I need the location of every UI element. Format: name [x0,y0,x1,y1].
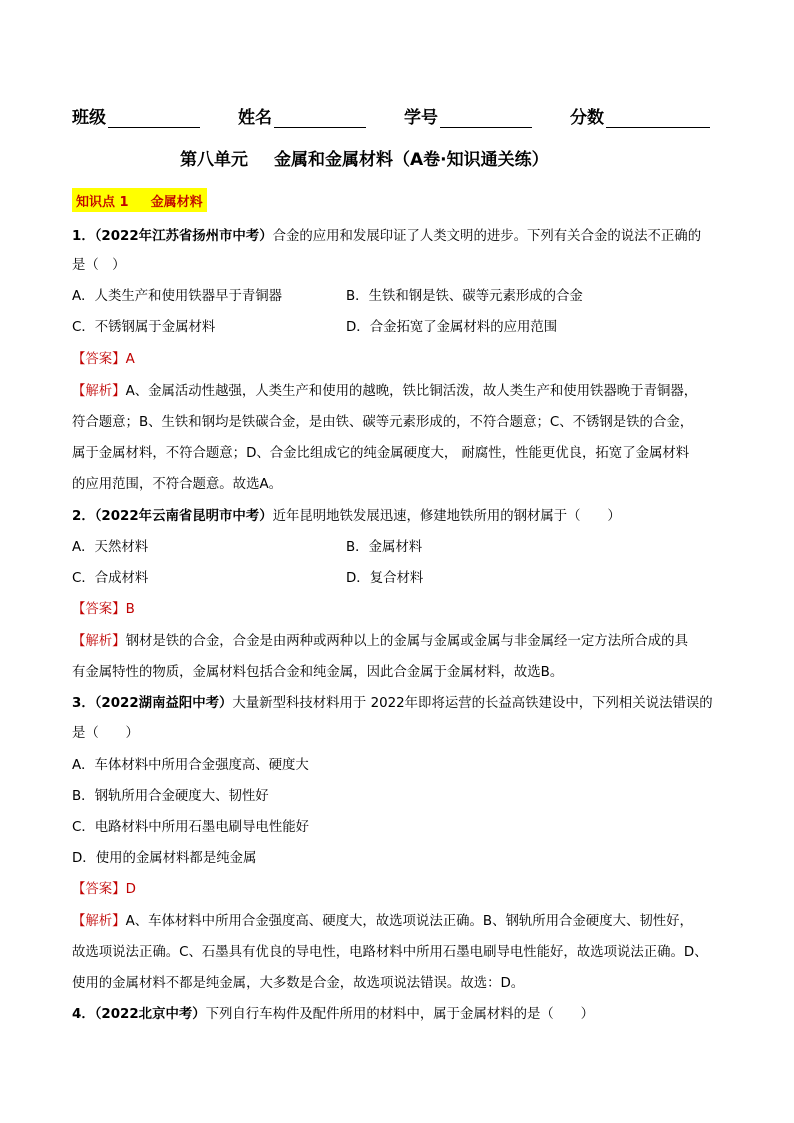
question-3-option-d[interactable]: D．使用的金属材料都是纯金属 [72,851,257,866]
student-id-label: 学号 [404,108,438,128]
question-1-option-d[interactable]: D．合金拓宽了金属材料的应用范围 [346,320,558,335]
name-field[interactable] [238,103,366,128]
unit-title: 第八单元 [180,150,248,170]
question-3-analysis-line: 故选项说法正确。C、石墨具有优良的导电性，电路材料中所用石墨电刷导电性能好，故选项说法正确。D、 [72,945,708,960]
question-1-answer: 【答案】A [72,352,135,367]
question-1-stem-cont: 是（ ） [72,258,126,273]
knowledge-point-name: 金属材料 [150,194,203,210]
name-blank[interactable] [274,109,366,128]
question-3-analysis-line: 使用的金属材料不都是纯金属，大多数是合金，故选项说法错误。故选：D。 [72,976,525,991]
topic-title: 金属和金属材料（A卷·知识通关练） [274,150,549,170]
question-3-option-b[interactable]: B．钢轨所用合金硬度大、韧性好 [72,789,269,804]
knowledge-point-index: 知识点 1 [76,194,129,210]
question-1-option-c[interactable]: C．不锈钢属于金属材料 [72,320,216,335]
knowledge-point-badge [72,188,207,212]
question-2-stem: 2．（2022年云南省昆明市中考）近年昆明地铁发展迅速，修建地铁所用的钢材属于（ ） [72,509,621,524]
question-2-option-d[interactable]: D．复合材料 [346,571,424,586]
question-1-analysis-line: 的应用范围，不符合题意。故选A。 [72,477,283,492]
question-1-analysis: 【解析】A、金属活动性越强，人类生产和使用的越晚，铁比铜活泼，故人类生产和使用铁器晚于青铜器， [72,384,698,399]
question-3-answer: 【答案】D [72,882,136,897]
score-blank[interactable] [606,109,710,128]
question-2-option-a[interactable]: A．天然材料 [72,540,149,555]
question-3-analysis: 【解析】A、车体材料中所用合金强度高、硬度大，故选项说法正确。B、钢轨所用合金硬度大、韧性好， [72,914,693,929]
question-1-stem: 1．（2022年江苏省扬州市中考）合金的应用和发展印证了人类文明的进步。下列有关合金的说法不正确的 [72,229,702,244]
class-field[interactable] [72,103,200,128]
student-id-field[interactable] [404,103,532,128]
page-title [180,145,549,170]
question-3-stem: 3．（2022湖南益阳中考）大量新型科技材料用于 2022年即将运营的长益高铁建设中，下列相关说法错误的 [72,696,713,711]
student-info-row [72,100,722,128]
question-1-option-a[interactable]: A．人类生产和使用铁器早于青铜器 [72,289,283,304]
class-label: 班级 [72,108,106,128]
name-label: 姓名 [238,108,272,128]
score-label: 分数 [570,108,604,128]
question-4-stem: 4．（2022北京中考）下列自行车构件及配件所用的材料中，属于金属材料的是（ ） [72,1007,594,1022]
question-2-option-b[interactable]: B．金属材料 [346,540,423,555]
question-3-stem-cont: 是（ ） [72,726,139,741]
question-1-analysis-line: 属于金属材料，不符合题意；D、合金比组成它的纯金属硬度大， 耐腐性，性能更优良，拓宽了金属材料 [72,446,690,461]
question-2-answer: 【答案】B [72,602,135,617]
score-field[interactable] [570,103,710,128]
question-3-option-a[interactable]: A．车体材料中所用合金强度高、硬度大 [72,758,309,773]
question-2-analysis: 【解析】钢材是铁的合金，合金是由两种或两种以上的金属与金属或金属与非金属经一定方法所合成的具 [72,634,688,649]
question-3-option-c[interactable]: C．电路材料中所用石墨电刷导电性能好 [72,820,309,835]
question-2-option-c[interactable]: C．合成材料 [72,571,149,586]
question-2-analysis-line: 有金属特性的物质，金属材料包括合金和纯金属，因此合金属于金属材料，故选B。 [72,665,564,680]
student-id-blank[interactable] [440,109,532,128]
question-1-option-b[interactable]: B．生铁和钢是铁、碳等元素形成的合金 [346,289,583,304]
class-blank[interactable] [108,109,200,128]
question-1-analysis-line: 符合题意；B、生铁和钢均是铁碳合金，是由铁、碳等元素形成的，不符合题意；C、不锈钢是铁的合金， [72,415,694,430]
